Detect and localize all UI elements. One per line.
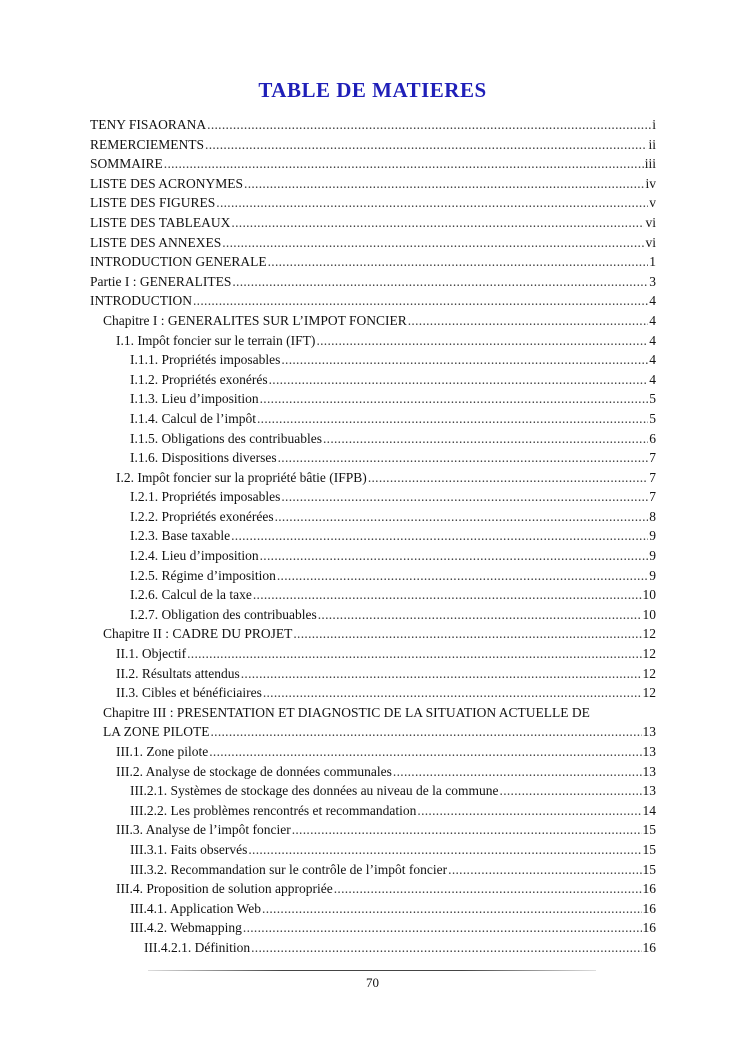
toc-entry [90, 566, 656, 586]
toc-leader-dots [260, 389, 649, 409]
toc-entry [90, 526, 656, 546]
toc-entry-label: Chapitre I : GENERALITES SUR L’IMPOT FONCIER [103, 312, 407, 328]
toc-entry-label: I.2.1. Propriétés imposables [130, 489, 281, 505]
toc-entry-label: III.4.2.1. Définition [144, 939, 251, 955]
toc-entry-label: Chapitre II : CADRE DU PROJET [103, 626, 293, 642]
toc-entry [90, 644, 656, 664]
toc-leader-dots [275, 507, 649, 527]
toc-entry [90, 193, 656, 213]
toc-entry-page: vi [645, 214, 656, 230]
toc-leader-dots [209, 742, 641, 762]
toc-entry-page: 8 [649, 508, 656, 524]
toc-entry-label: III.2. Analyse de stockage de données communales [116, 763, 392, 779]
toc-entry [90, 272, 656, 292]
toc-leader-dots [207, 115, 651, 135]
toc-leader-dots [222, 233, 644, 253]
toc-entry [90, 174, 656, 194]
toc-entry [90, 115, 656, 135]
toc-leader-dots [292, 820, 642, 840]
toc-leader-dots [278, 448, 649, 468]
toc-entry-page: 4 [649, 312, 656, 328]
toc-entry-page: 6 [649, 430, 656, 446]
toc-leader-dots [241, 664, 642, 684]
toc-leader-dots [205, 135, 647, 155]
toc-entry-page: 16 [642, 900, 656, 916]
toc-entry [90, 311, 656, 331]
toc-entry-label: I.1.5. Obligations des contribuables [130, 430, 322, 446]
toc-leader-dots [232, 272, 648, 292]
table-of-contents [90, 115, 656, 958]
toc-entry-label: SOMMAIRE [90, 156, 163, 172]
toc-entry [90, 781, 656, 801]
toc-entry-page: vi [645, 234, 656, 250]
toc-entry-page: 10 [642, 587, 656, 603]
toc-leader-dots [448, 860, 641, 880]
toc-entry [90, 448, 656, 468]
page-title: TABLE DE MATIERES [258, 78, 487, 102]
footer-divider [148, 970, 596, 971]
toc-entry [90, 468, 656, 488]
toc-entry [90, 801, 656, 821]
toc-entry-page: 16 [642, 920, 656, 936]
toc-entry-label: INTRODUCTION [90, 293, 192, 309]
page-number: 70 [366, 975, 379, 990]
toc-leader-dots [248, 840, 641, 860]
toc-entry [90, 213, 656, 233]
toc-leader-dots [408, 311, 649, 331]
toc-entry [90, 507, 656, 527]
toc-leader-dots [257, 409, 648, 429]
toc-entry-label: I.1.4. Calcul de l’impôt [130, 410, 256, 426]
toc-entry-page: 9 [649, 567, 656, 583]
toc-entry-label: II.2. Résultats attendus [116, 665, 240, 681]
toc-entry [90, 252, 656, 272]
toc-entry [90, 487, 656, 507]
toc-entry-label: LISTE DES ACRONYMES [90, 175, 244, 191]
toc-entry-label: LISTE DES TABLEAUX [90, 214, 231, 230]
toc-entry [90, 742, 656, 762]
toc-entry [90, 154, 656, 174]
toc-entry [90, 703, 656, 723]
toc-entry [90, 664, 656, 684]
toc-entry [90, 546, 656, 566]
toc-entry-page: 12 [642, 665, 656, 681]
toc-entry-page: 3 [649, 273, 656, 289]
toc-entry-page: 9 [649, 548, 656, 564]
toc-entry-label: Partie I : GENERALITES [90, 273, 232, 289]
toc-entry-page: 13 [642, 744, 656, 759]
toc-entry-label: LISTE DES FIGURES [90, 195, 216, 211]
toc-entry-label: INTRODUCTION GENERALE [90, 254, 267, 270]
toc-entry [90, 820, 656, 840]
toc-leader-dots [318, 605, 642, 625]
toc-leader-dots [269, 370, 649, 390]
toc-entry-label: I.1.2. Propriétés exonérés [130, 371, 268, 387]
toc-entry-page: ii [648, 136, 656, 152]
toc-leader-dots [253, 585, 642, 605]
toc-entry [90, 370, 656, 390]
toc-entry-page: v [649, 195, 656, 211]
toc-leader-dots [368, 468, 648, 488]
toc-entry [90, 938, 656, 958]
toc-entry-page: 12 [642, 646, 656, 662]
toc-entry [90, 879, 656, 899]
toc-entry [90, 840, 656, 860]
toc-entry [90, 429, 656, 449]
toc-entry-page: iii [644, 156, 656, 172]
toc-entry [90, 683, 656, 703]
toc-entry [90, 860, 656, 880]
toc-leader-dots [164, 154, 644, 174]
toc-leader-dots [244, 174, 644, 194]
toc-entry-page: 12 [642, 685, 656, 701]
toc-leader-dots [263, 683, 642, 703]
toc-leader-dots [277, 566, 648, 586]
toc-leader-dots [231, 526, 648, 546]
toc-entry-page: 5 [649, 391, 656, 407]
toc-entry-label: III.2.2. Les problèmes rencontrés et recommandation [130, 802, 417, 818]
toc-entry [90, 762, 656, 782]
toc-leader-dots [316, 331, 648, 351]
toc-leader-dots [210, 722, 641, 742]
toc-entry-page: 13 [642, 783, 656, 799]
toc-entry-page: 12 [642, 626, 656, 642]
toc-entry-label: I.2.3. Base taxable [130, 528, 231, 544]
toc-entry [90, 409, 656, 429]
toc-leader-dots [323, 429, 648, 449]
toc-entry-page: 9 [649, 528, 656, 544]
toc-leader-dots [243, 918, 642, 938]
toc-entry-page: 4 [649, 371, 656, 387]
toc-leader-dots [281, 350, 648, 370]
toc-entry [90, 624, 656, 644]
toc-entry-label: III.2.1. Systèmes de stockage des données au niveau de la commune [130, 783, 499, 799]
toc-entry-label: III.3.2. Recommandation sur le contrôle de l’impôt foncier [130, 861, 448, 877]
toc-entry-page: 1 [649, 254, 656, 270]
toc-entry-page: 13 [642, 763, 656, 779]
toc-leader-dots [334, 879, 642, 899]
toc-entry-label: I.2.2. Propriétés exonérées [130, 508, 274, 524]
toc-entry [90, 135, 656, 155]
toc-entry-page: 10 [642, 606, 656, 622]
toc-entry [90, 291, 656, 311]
toc-entry-label: I.2.4. Lieu d’imposition [130, 548, 259, 564]
toc-entry-label: III.4.2. Webmapping [130, 920, 242, 936]
toc-entry-page: iv [645, 175, 656, 191]
toc-entry [90, 918, 656, 938]
toc-entry-page: 4 [649, 352, 656, 368]
toc-entry-label: I.1.3. Lieu d’imposition [130, 391, 259, 407]
toc-entry-label: Chapitre III : PRESENTATION ET DIAGNOSTIC DE LA SITUATION ACTUELLE DE [103, 704, 590, 720]
toc-leader-dots [293, 624, 641, 644]
toc-entry-label: III.4. Proposition de solution appropriée [116, 881, 333, 897]
toc-entry-page: 7 [649, 450, 656, 466]
toc-entry-page: 7 [649, 469, 656, 485]
toc-leader-dots [417, 801, 641, 821]
toc-entry-label: II.3. Cibles et bénéficiaires [116, 685, 262, 701]
toc-entry [90, 233, 656, 253]
toc-entry-label: III.3. Analyse de l’impôt foncier [116, 822, 291, 838]
toc-entry [90, 389, 656, 409]
toc-entry-label: III.3.1. Faits observés [130, 841, 248, 857]
toc-entry-label: REMERCIEMENTS [90, 136, 205, 152]
toc-leader-dots [281, 487, 648, 507]
toc-entry-label: LA ZONE PILOTE [103, 724, 210, 740]
toc-leader-dots [187, 644, 641, 664]
toc-entry-label: I.1.1. Propriétés imposables [130, 352, 281, 368]
toc-entry-label: I.1.6. Dispositions diverses [130, 450, 277, 466]
toc-entry-label: TENY FISAORANA [90, 117, 207, 132]
toc-entry-page: 13 [642, 724, 656, 740]
toc-entry-page: i [652, 117, 656, 132]
toc-entry-label: I.2.7. Obligation des contribuables [130, 606, 317, 622]
toc-leader-dots [393, 762, 642, 782]
toc-entry-page: 15 [642, 861, 656, 877]
toc-leader-dots [216, 193, 648, 213]
toc-entry-page: 4 [649, 293, 656, 309]
toc-entry-page: 16 [642, 939, 656, 955]
toc-entry-label: LISTE DES ANNEXES [90, 234, 222, 250]
toc-entry-label: I.2.5. Régime d’imposition [130, 567, 276, 583]
toc-entry-label: I.2.6. Calcul de la taxe [130, 587, 252, 603]
toc-entry-label: I.1. Impôt foncier sur le terrain (IFT) [116, 332, 316, 348]
toc-entry [90, 331, 656, 351]
toc-leader-dots [260, 546, 649, 566]
toc-entry-label: III.1. Zone pilote [116, 744, 209, 759]
toc-leader-dots [193, 291, 648, 311]
toc-entry-page: 7 [649, 489, 656, 505]
toc-entry-page: 14 [642, 802, 656, 818]
toc-leader-dots [251, 938, 641, 958]
toc-entry-page: 4 [649, 332, 656, 348]
toc-entry-label: I.2. Impôt foncier sur la propriété bâtie (IFPB) [116, 469, 367, 485]
toc-entry [90, 585, 656, 605]
toc-entry [90, 350, 656, 370]
toc-entry-page: 15 [642, 841, 656, 857]
toc-leader-dots [231, 213, 644, 233]
toc-leader-dots [500, 781, 642, 801]
toc-entry-page: 16 [642, 881, 656, 897]
toc-entry [90, 722, 656, 742]
toc-entry-page: 15 [642, 822, 656, 838]
toc-entry-page: 5 [649, 410, 656, 426]
toc-leader-dots [268, 252, 649, 272]
toc-entry [90, 899, 656, 919]
toc-leader-dots [262, 899, 641, 919]
toc-entry-label: III.4.1. Application Web [130, 900, 262, 916]
toc-entry-label: II.1. Objectif [116, 646, 187, 662]
toc-entry [90, 605, 656, 625]
